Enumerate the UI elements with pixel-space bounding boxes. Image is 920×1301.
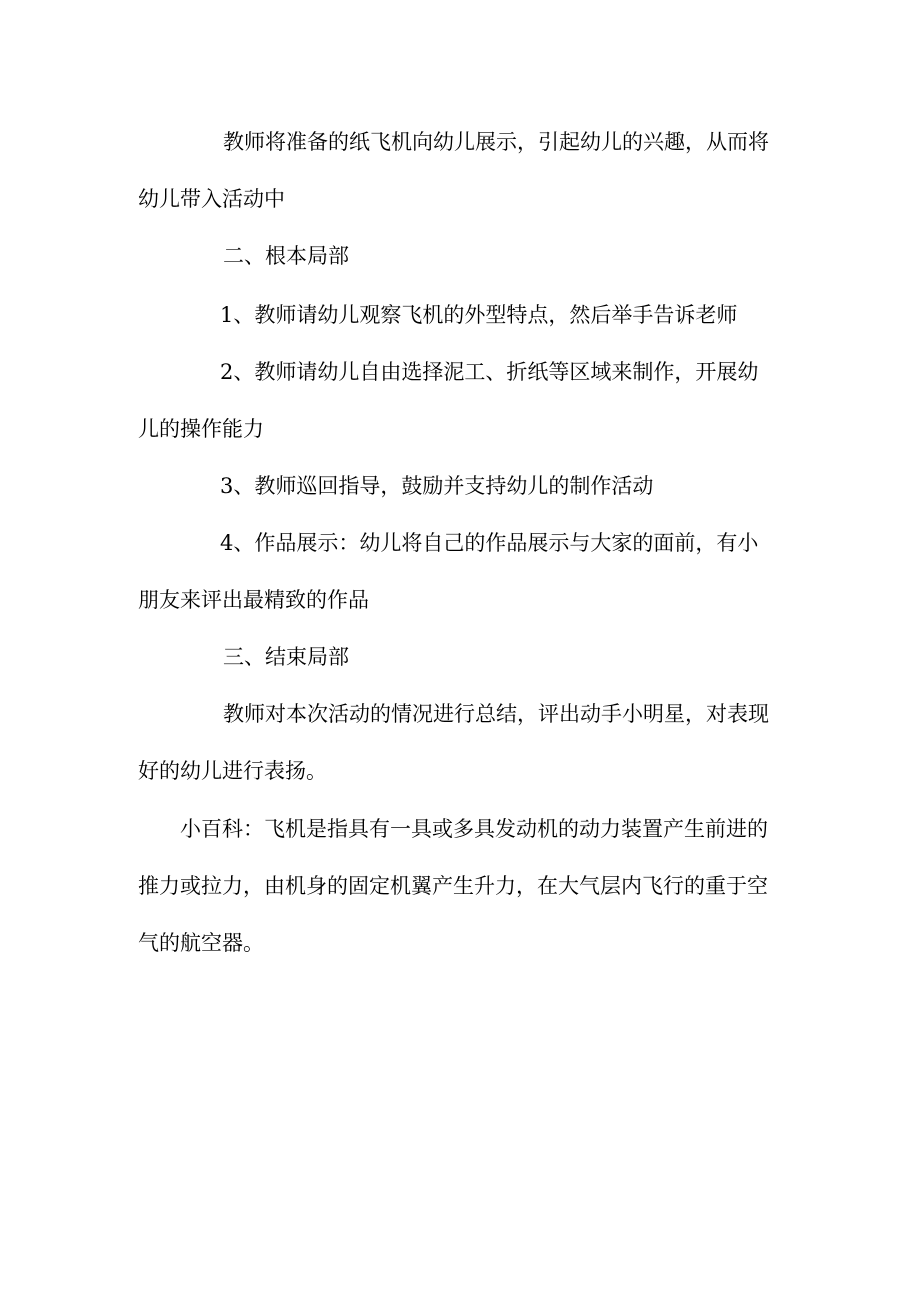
step-1-line-1: 1、教师请幼儿观察飞机的外型特点，然后举手告诉老师 (220, 303, 738, 327)
step-4-line-1: 4、作品展示：幼儿将自己的作品展示与大家的面前，有小 (220, 531, 759, 555)
paragraph-intro-line-1: 教师将准备的纸飞机向幼儿展示，引起幼儿的兴趣，从而将 (223, 130, 769, 154)
section-heading-end: 三、结束局部 (223, 645, 349, 669)
step-4-line-2: 朋友来评出最精致的作品 (138, 588, 369, 612)
encyclopedia-line-1: 小百科：飞机是指具有一具或多具发动机的动力装置产生前进的 (180, 817, 768, 841)
section-heading-main: 二、根本局部 (223, 244, 349, 268)
encyclopedia-line-3: 气的航空器。 (138, 931, 264, 955)
step-2-line-1: 2、教师请幼儿自由选择泥工、折纸等区域来制作，开展幼 (220, 360, 759, 384)
summary-line-1: 教师对本次活动的情况进行总结，评出动手小明星，对表现 (223, 702, 769, 726)
summary-line-2: 好的幼儿进行表扬。 (138, 759, 327, 783)
paragraph-intro-line-2: 幼儿带入活动中 (138, 187, 285, 211)
encyclopedia-line-2: 推力或拉力，由机身的固定机翼产生升力，在大气层内飞行的重于空 (138, 874, 768, 898)
step-3-line-1: 3、教师巡回指导，鼓励并支持幼儿的制作活动 (220, 474, 654, 498)
step-2-line-2: 儿的操作能力 (138, 417, 264, 441)
